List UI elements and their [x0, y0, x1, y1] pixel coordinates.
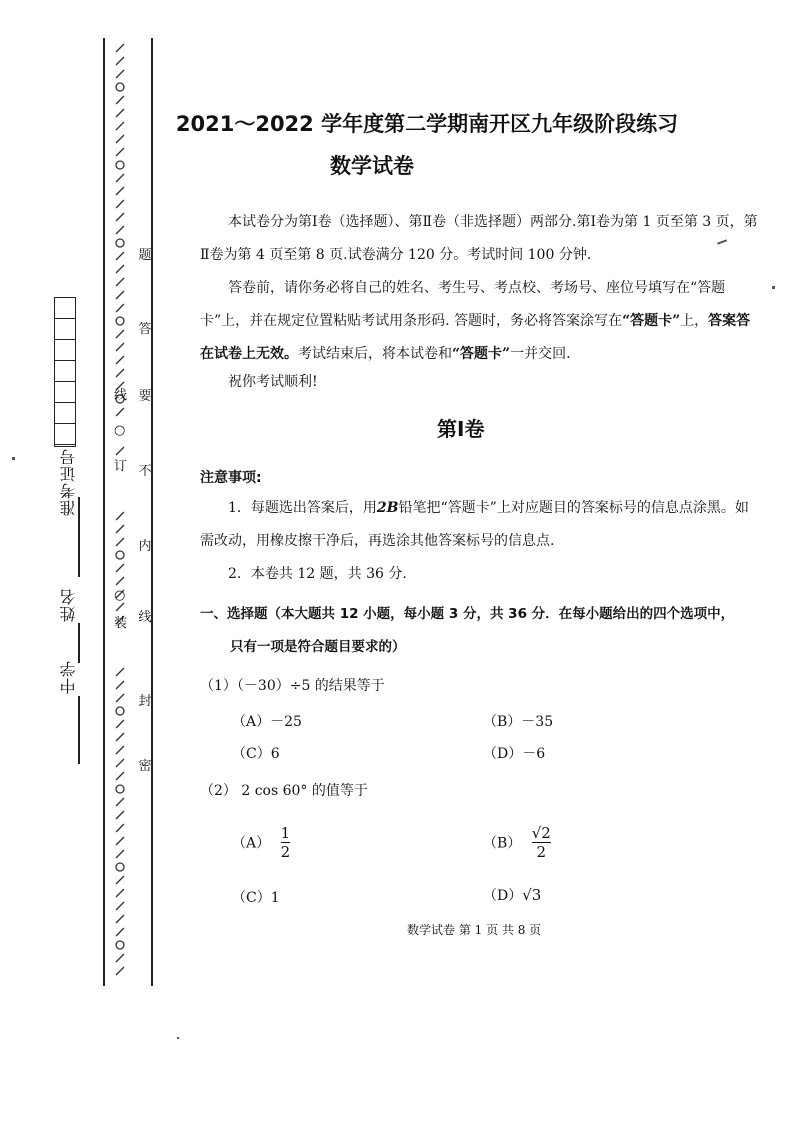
seal-char-xian: 线	[138, 610, 152, 625]
intro-p2-g: 一并交回.	[510, 346, 571, 362]
fold-slash	[116, 824, 124, 832]
intro-p2-a: 答卷前，请你务必将自己的姓名、考生号、考点校、考场号、座位号填写在“答题卡”上，并在规定位置粘贴考试用条形码. 答题时，务必将答案涂写在	[200, 280, 726, 329]
fold-mark-3: ○	[114, 588, 126, 603]
q2d-value: √3	[522, 886, 542, 904]
note-1	[200, 492, 760, 558]
name-underline	[78, 623, 80, 663]
notes-title: 注意事项:	[200, 470, 262, 486]
q2c-label: （C）	[232, 890, 271, 906]
fold-slash	[116, 902, 124, 910]
fold-slash	[116, 213, 124, 221]
exam-id-underline	[78, 497, 80, 577]
section-title: 第Ⅰ卷	[437, 417, 485, 441]
fold-slash	[116, 291, 124, 299]
fold-slash	[116, 811, 124, 819]
question-1-option-b: （B）－35	[483, 714, 554, 730]
fold-slash	[116, 512, 124, 520]
note-2: 2．本卷共 12 题，共 36 分.	[228, 566, 407, 582]
scan-mark-2	[772, 286, 775, 289]
fold-slash	[116, 408, 124, 416]
fold-mark-xian: 线	[114, 388, 128, 403]
q2a-label: （A）	[232, 835, 271, 852]
q2b-fraction	[532, 824, 551, 861]
intro-p2-d: 答案答在试卷上无效。	[200, 313, 751, 362]
fold-dash-column	[111, 38, 129, 986]
fold-slash	[116, 837, 124, 845]
q2b-label: （B）	[483, 835, 522, 852]
exam-title: 2021～2022 学年度第二学期南开区九年级阶段练习	[175, 112, 679, 136]
seal-char-ti: 题	[138, 248, 152, 263]
name-label: 姓名	[59, 588, 78, 622]
intro-p2-b: “答题卡”	[622, 313, 681, 329]
scan-mark-1	[12, 457, 15, 460]
scan-mark-3	[177, 1037, 179, 1039]
q2b-num: √2	[531, 824, 551, 842]
fold-slash	[116, 720, 124, 728]
seal-char-feng: 封	[138, 694, 152, 709]
fold-slash	[116, 265, 124, 273]
q2a-fraction	[281, 824, 291, 861]
fold-slash	[116, 57, 124, 65]
question-2-stem: （2） 2 cos 60° 的值等于	[200, 783, 368, 799]
fold-circle	[116, 863, 124, 871]
fold-slash	[116, 915, 124, 923]
fold-slash	[116, 746, 124, 754]
exam-id-label: 准考证号	[59, 448, 78, 516]
exam-subtitle: 数学试卷	[330, 154, 414, 178]
fold-slash	[116, 252, 124, 260]
fold-circle	[116, 941, 124, 949]
q2c-value: 1	[270, 890, 280, 906]
question-1-stem: （1）（－30）÷5 的结果等于	[200, 678, 385, 694]
fold-mark-1: ○	[114, 423, 126, 438]
fold-slash	[116, 200, 124, 208]
margin-line-inner	[151, 38, 153, 986]
fold-mark-ding: 订	[114, 459, 128, 474]
fold-circle	[116, 551, 124, 559]
q2d-label: （D）	[483, 888, 523, 904]
q2a-num: 1	[280, 824, 291, 842]
fold-circle	[116, 317, 124, 325]
fold-slash	[116, 577, 124, 585]
fold-slash	[116, 564, 124, 572]
fold-slash	[116, 278, 124, 286]
fold-slash	[116, 70, 124, 78]
part1-heading-a: 一、选择题（本大题共 12 小题，每小题 3 分，共 36 分．在每小题给出的四个选项中，	[200, 606, 735, 622]
fold-circle	[116, 239, 124, 247]
q2b-den: 2	[532, 842, 551, 861]
fold-slash	[116, 759, 124, 767]
fold-slash	[116, 967, 124, 975]
fold-slash	[116, 772, 124, 780]
fold-slash	[116, 525, 124, 533]
seal-char-da: 答	[138, 322, 152, 337]
part1-heading-b: 只有一项是符合题目要求的）	[230, 639, 406, 655]
question-2-option-a	[232, 824, 290, 861]
page-footer: 数学试卷 第 1 页 共 8 页	[407, 923, 542, 937]
seal-char-bu: 不	[138, 464, 152, 479]
fold-slash	[116, 798, 124, 806]
fold-slash	[116, 889, 124, 897]
intro-p2-f: “答题卡”	[452, 346, 511, 362]
fold-slash	[116, 226, 124, 234]
fold-circle	[116, 785, 124, 793]
exam-id-boxes[interactable]	[54, 297, 76, 447]
intro-paragraph-1: 本试卷分为第Ⅰ卷（选择题）、第Ⅱ卷（非选择题）两部分.第Ⅰ卷为第 1 页至第 3 页，第Ⅱ卷为第 4 页至第 8 页.试卷满分 120 分。考试时间 100 分钟.	[200, 214, 758, 263]
seal-char-nei: 内	[138, 539, 152, 554]
q2a-den: 2	[280, 843, 291, 861]
seal-char-mi: 密	[138, 759, 152, 774]
intro-p2-c: 上，	[680, 313, 709, 329]
note1-a: 1．每题选出答案后，用	[228, 500, 377, 516]
fold-slash	[116, 96, 124, 104]
fold-slash	[116, 928, 124, 936]
question-1-option-d: （D）－6	[483, 746, 546, 762]
fold-slash	[116, 44, 124, 52]
fold-circle	[116, 707, 124, 715]
question-2-option-b	[483, 824, 551, 861]
fold-slash	[116, 733, 124, 741]
fold-circle	[116, 83, 124, 91]
intro-paragraph-2	[200, 272, 760, 371]
fold-slash	[116, 369, 124, 377]
fold-slash	[116, 538, 124, 546]
fold-slash	[116, 304, 124, 312]
note1-b: 2B	[376, 500, 399, 516]
question-2-option-c	[232, 887, 280, 907]
fold-slash	[116, 694, 124, 702]
margin-line-outer	[103, 38, 105, 986]
fold-slash	[116, 850, 124, 858]
fold-slash	[116, 668, 124, 676]
note1-c: 铅笔把“答题卡”上对应题目的答案标号的信息点涂黑。如需改动，用橡皮擦干净后，再选涂其他答案标号的信息点.	[200, 500, 749, 549]
fold-slash	[116, 447, 124, 455]
seal-char-yao: 要	[138, 389, 152, 404]
school-underline	[78, 696, 80, 764]
intro-paragraph-3: 祝你考试顺利!	[228, 374, 318, 390]
fold-slash	[116, 954, 124, 962]
fold-slash	[116, 681, 124, 689]
fold-slash	[116, 603, 124, 611]
fold-slash	[116, 356, 124, 364]
intro-p2-e: 考试结束后，将本试卷和	[298, 346, 452, 362]
fold-slash	[116, 187, 124, 195]
fold-dash-pattern	[111, 38, 129, 986]
fold-slash	[116, 343, 124, 351]
fold-slash	[116, 876, 124, 884]
school-label: 中学	[59, 660, 78, 694]
fold-slash	[116, 330, 124, 338]
question-1-option-c: （C）6	[232, 746, 280, 762]
fold-mark-zhuang: 装	[114, 616, 128, 631]
question-1-option-a: （A）－25	[232, 714, 302, 730]
question-2-option-d	[483, 885, 541, 905]
